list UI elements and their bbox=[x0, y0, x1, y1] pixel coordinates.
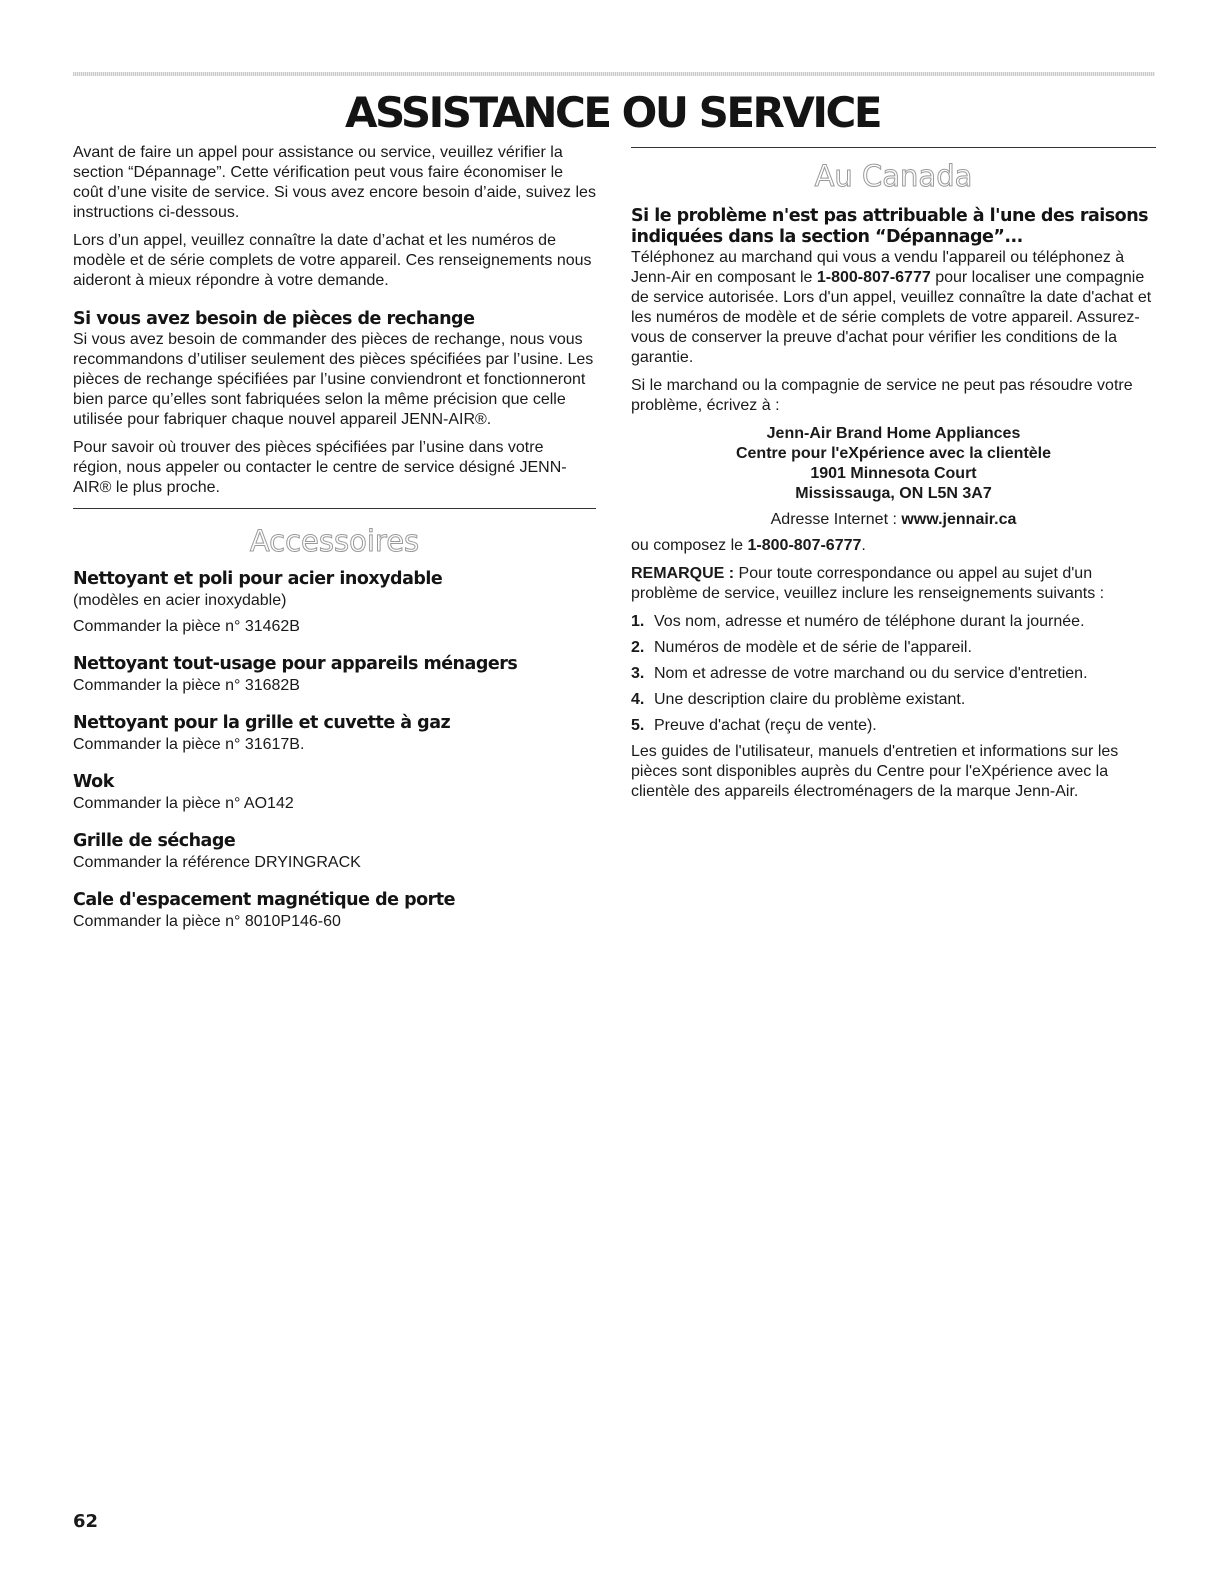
list-item bbox=[631, 716, 1156, 736]
accessory-name: Wok bbox=[73, 772, 114, 792]
accessory-name: Nettoyant et poli pour acier inoxydable bbox=[73, 569, 443, 589]
canada-paragraph: Si le marchand ou la compagnie de service ne peut pas résoudre votre problème, écrivez à : bbox=[631, 377, 1133, 414]
accessory-detail: Commander la pièce n° AO142 bbox=[73, 795, 294, 812]
section-divider bbox=[631, 147, 1156, 148]
accessory-item bbox=[73, 831, 596, 874]
accessory-name: Nettoyant pour la grille et cuvette à gaz bbox=[73, 713, 451, 733]
compose-label: ou composez le bbox=[631, 537, 748, 554]
accessory-item bbox=[73, 713, 596, 756]
canada-heading: Si le problème n'est pas attribuable à l'une des raisons indiquées dans la section “Dépannage”... bbox=[631, 206, 1149, 247]
compose-line bbox=[631, 536, 1156, 556]
section-divider bbox=[73, 508, 596, 509]
list-number: 4. bbox=[631, 691, 645, 708]
accessories-title: Accessoires bbox=[249, 524, 420, 558]
list-text: Une description claire du problème existant. bbox=[654, 691, 966, 708]
phone-number: 1-800-807-6777 bbox=[816, 269, 931, 286]
compose-phone: 1-800-807-6777 bbox=[747, 537, 862, 554]
accessory-detail: Commander la référence DRYINGRACK bbox=[73, 854, 361, 871]
parts-heading: Si vous avez besoin de pièces de rechange bbox=[73, 309, 475, 329]
page-number: 62 bbox=[73, 1511, 99, 1532]
list-text: Vos nom, adresse et numéro de téléphone durant la journée. bbox=[654, 613, 1085, 630]
parts-paragraph: Si vous avez besoin de commander des pièces de rechange, nous vous recommandons d’utiliser seulement des pièces spécifiées par l’usine. Les pièces de rechange spécifiées par l’usine conviendront et fonctionneront bien parce qu’elles sont fabriquées selon la même précision que celle utilisée pour fabriquer chaque nouvel appareil JENN-AIR®. bbox=[73, 331, 594, 428]
accessory-name: Nettoyant tout-usage pour appareils ménagers bbox=[73, 654, 518, 674]
intro-paragraph: Lors d’un appel, veuillez connaître la date d’achat et les numéros de modèle et de série complets de votre appareil. Ces renseignements nous aideront à mieux répondre à votre demande. bbox=[73, 232, 592, 289]
accessory-detail: Commander la pièce n° 8010P146-60 bbox=[73, 913, 341, 930]
accessory-item bbox=[73, 890, 596, 933]
list-text: Numéros de modèle et de série de l'appareil. bbox=[654, 639, 972, 656]
accessory-item bbox=[73, 654, 596, 697]
accessory-detail: Commander la pièce n° 31462B bbox=[73, 618, 300, 635]
text-span: Pour toute correspondance ou appel au sujet d'un problème de service, veuillez inclure les renseignements suivants : bbox=[631, 565, 1105, 602]
parts-paragraph: Pour savoir où trouver des pièces spécifiées par l’usine dans votre région, nous appeler ou contacter le centre de service désigné JENN-AIR® le plus proche. bbox=[73, 439, 567, 496]
list-number: 5. bbox=[631, 717, 645, 734]
page-title: ASSISTANCE OU SERVICE bbox=[344, 88, 881, 137]
accessory-detail: (modèles en acier inoxydable) bbox=[73, 592, 287, 609]
info-list bbox=[631, 612, 1156, 736]
internet-line bbox=[631, 510, 1156, 530]
website-link[interactable]: www.jennair.ca bbox=[901, 511, 1017, 528]
internet-label: Adresse Internet : bbox=[770, 511, 902, 528]
accessory-detail: Commander la pièce n° 31617B. bbox=[73, 736, 305, 753]
mailing-address bbox=[631, 424, 1156, 504]
intro-paragraph: Avant de faire un appel pour assistance ou service, veuillez vérifier la section “Dépannage”. Cette vérification peut vous faire économiser le coût d’une visite de service. Si vous avez encore besoin d’aide, suivez les instructions ci-dessous. bbox=[73, 144, 596, 221]
accessory-name: Cale d'espacement magnétique de porte bbox=[73, 890, 455, 910]
address-line: Jenn-Air Brand Home Appliances bbox=[766, 425, 1021, 442]
text-span: pour localiser une compagnie de service autorisée. Lors d'un appel, veuillez connaître la date d'achat et les numéros de modèle et de série complets de votre appareil. Assurez-vous de conserver la preuve d'achat pour vérifier les conditions de la garantie. bbox=[631, 269, 1152, 366]
accessory-name: Grille de séchage bbox=[73, 831, 236, 851]
text-span: . bbox=[861, 537, 866, 554]
list-number: 3. bbox=[631, 665, 645, 682]
list-item bbox=[631, 664, 1156, 684]
list-number: 1. bbox=[631, 613, 645, 630]
list-item bbox=[631, 690, 1156, 710]
accessory-item bbox=[73, 772, 596, 815]
canada-title: Au Canada bbox=[814, 159, 973, 193]
address-line: Centre pour l'eXpérience avec la clientèle bbox=[735, 445, 1052, 462]
address-line: Mississauga, ON L5N 3A7 bbox=[795, 485, 992, 502]
accessory-item bbox=[73, 569, 596, 638]
remarque-label: REMARQUE : bbox=[631, 565, 735, 582]
canada-paragraph bbox=[631, 248, 1156, 368]
right-column bbox=[631, 143, 1156, 802]
list-text: Nom et adresse de votre marchand ou du service d'entretien. bbox=[654, 665, 1088, 682]
remarque-paragraph bbox=[631, 564, 1156, 604]
text-span: Téléphonez au marchand qui vous a vendu l'appareil ou téléphonez à Jenn-Air en composant le bbox=[631, 249, 1125, 286]
list-item bbox=[631, 638, 1156, 658]
accessory-detail: Commander la pièce n° 31682B bbox=[73, 677, 300, 694]
list-item bbox=[631, 612, 1156, 632]
list-number: 2. bbox=[631, 639, 645, 656]
closing-paragraph: Les guides de l'utilisateur, manuels d'entretien et informations sur les pièces sont disponibles auprès du Centre pour l'eXpérience avec la clientèle des appareils électroménagers de la marque Jenn-Air. bbox=[631, 743, 1119, 800]
left-column bbox=[73, 143, 596, 949]
address-line: 1901 Minnesota Court bbox=[810, 465, 977, 482]
list-text: Preuve d'achat (reçu de vente). bbox=[654, 717, 877, 734]
top-decorative-rule bbox=[73, 72, 1155, 76]
